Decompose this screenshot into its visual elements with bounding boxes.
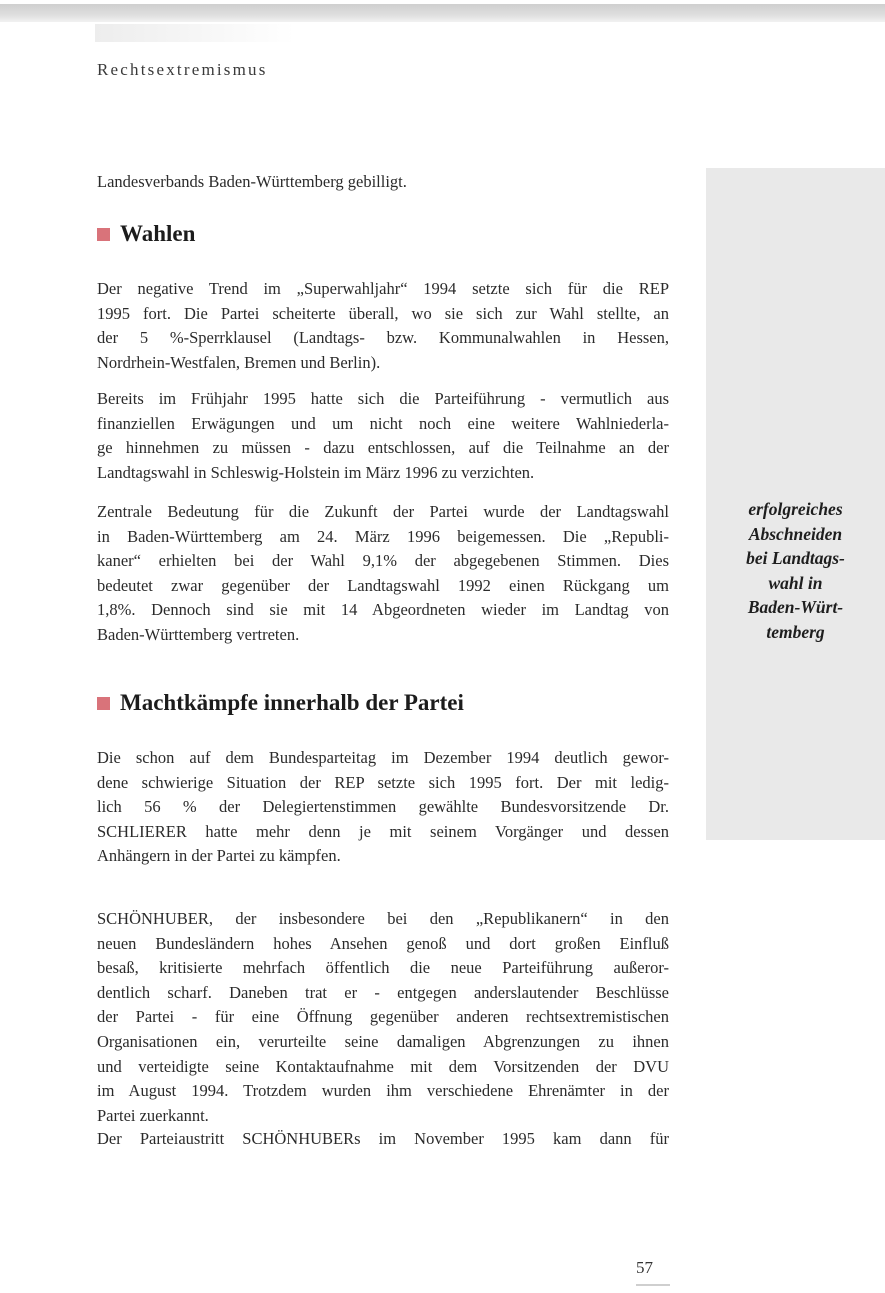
text-line: 1995 fort. Die Partei scheiterte überall, wo sie sich zur Wahl stellte, an [97,303,669,323]
text-line: in Baden-Württemberg am 24. März 1996 beigemessen. Die „Republi- [97,526,669,546]
page-number: 57 [636,1258,653,1277]
paragraph [97,387,669,485]
text-line: Landesverbands Baden-Württemberg gebilligt. [97,172,407,191]
text-line: kaner“ erhielten bei der Wahl 9,1% der abgegebenen Stimmen. Dies [97,551,669,571]
text-line: Der negative Trend im „Superwahljahr“ 1994 setzte sich für die REP [97,279,669,298]
text-line: der 5 %-Sperrklausel (Landtags- bzw. Kommunalwahlen in Hessen, [97,328,669,348]
section-heading-text: Wahlen [120,221,196,246]
square-bullet-icon [97,697,110,710]
paragraph [97,277,669,375]
text-line: ge hinnehmen zu müssen - dazu entschlossen, auf die Teilnahme an der [97,438,669,458]
text-line: finanziellen Erwägungen und um nicht noch eine weitere Wahlniederla- [97,413,669,433]
text-line: lich 56 % der Delegiertenstimmen gewählte Bundesvorsitzende Dr. [97,797,669,817]
margin-note-line: erfolgreiches [748,499,843,519]
margin-note-line: wahl in [768,572,823,593]
text-line: im August 1994. Trotzdem wurden ihm verschiedene Ehrenämter in der [97,1081,669,1101]
text-line: Partei zuerkannt. [97,1105,209,1125]
margin-note-line: Abschneiden [748,523,843,544]
top-scan-bar [0,4,885,22]
text-line: der Partei - für eine Öffnung gegenüber anderen rechtsextremistischen [97,1007,669,1027]
paragraph [97,500,669,648]
paragraph [97,907,669,1128]
text-line: Organisationen ein, verurteilte seine damaligen Abgrenzungen zu ihnen [97,1031,669,1051]
margin-note [706,497,885,645]
text-line: Anhängern in der Partei zu kämpfen. [97,846,341,866]
margin-note-line: Baden-Würt- [747,597,844,618]
text-line: besaß, kritisierte mehrfach öffentlich die neue Parteiführung außeror- [97,958,669,978]
text-line: 1,8%. Dennoch sind sie mit 14 Abgeordneten wieder im Landtag von [97,600,669,620]
square-bullet-icon [97,228,110,241]
text-line: dene schwierige Situation der REP setzte sich 1995 fort. Der mit ledig- [97,772,669,792]
text-line: dentlich scharf. Daneben trat er - entgegen anderslautender Beschlüsse [97,982,669,1002]
text-line: Landtagswahl in Schleswig-Holstein im März 1996 zu verzichten. [97,462,535,482]
section-heading-machtkaempfe [97,690,464,716]
top-scan-fade [95,24,295,42]
text-line: und verteidigte seine Kontaktaufnahme mit dem Vorsitzenden der DVU [97,1056,669,1076]
margin-note-line: temberg [766,621,825,642]
text-line: SCHÖNHUBER, der insbesondere bei den „Republikanern“ in den [97,909,669,928]
text-line: Die schon auf dem Bundesparteitag im Dezember 1994 deutlich gewor- [97,748,669,767]
text-line: Bereits im Frühjahr 1995 hatte sich die Parteiführung - vermutlich aus [97,389,669,408]
page-number-rule [636,1284,670,1286]
text-line: SCHLIERER hatte mehr denn je mit seinem Vorgänger und dessen [97,821,669,841]
section-heading-wahlen [97,221,195,247]
text-line: Baden-Württemberg vertreten. [97,624,300,644]
running-head: Rechtsextremismus [97,60,268,79]
text-line: Der Parteiaustritt SCHÖNHUBERs im November 1995 kam dann für [97,1129,669,1148]
text-line: Zentrale Bedeutung für die Zukunft der Partei wurde der Landtagswahl [97,502,669,521]
margin-note-line: bei Landtags- [746,548,845,569]
text-line: Nordrhein-Westfalen, Bremen und Berlin). [97,352,381,372]
intro-paragraph [97,170,669,195]
section-heading-text: Machtkämpfe innerhalb der Partei [120,690,464,715]
text-line: neuen Bundesländern hohes Ansehen genoß und dort großen Einfluß [97,933,669,953]
paragraph [97,746,669,869]
text-line: bedeutet zwar gegenüber der Landtagswahl 1992 einen Rückgang um [97,575,669,595]
paragraph [97,1127,669,1152]
